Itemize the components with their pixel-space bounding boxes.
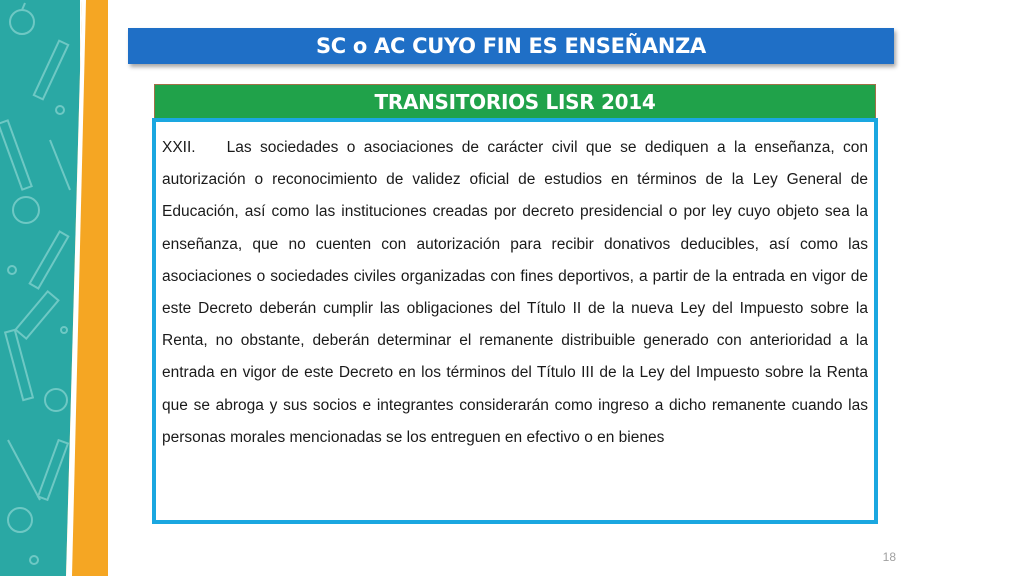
legal-text-paragraph: XXII. Las sociedades o asociaciones de carácter civil que se dediquen a la enseñanza, con autorización o reconocimiento de validez oficial de estudios en términos de la Ley General de Educación, así como las instituciones creadas por decreto presidencial o por ley cuyo objeto sea la enseñanza, que no cuenten con autorización para recibir donativos deducibles, así como las asociaciones o sociedades civiles organizadas con fines deportivos, a partir de la entrada en vigor de este Decreto deberán cumplir las obligaciones del Título II de la nueva Ley del Impuesto sobre la Renta, no obstante, deberán determinar el remanente distribuible generado con anterioridad a la entrada en vigor de este Decreto en los términos del Título III de la Ley del Impuesto sobre la Renta que se abroga y sus socios e integrantes considerarán como ingreso a dicho remanente cuando las personas morales mencionadas se los entreguen en efectivo o en bienes <box>162 139 868 446</box>
orange-accent-stripe <box>0 0 110 576</box>
section-subtitle-bar <box>154 84 876 120</box>
page-number: 18 <box>882 550 896 564</box>
slide-title: SC o AC CUYO FIN ES ENSEÑANZA <box>315 34 707 58</box>
section-subtitle: TRANSITORIOS LISR 2014 <box>374 90 656 114</box>
legal-text-box <box>152 118 878 524</box>
slide-title-bar <box>128 28 894 64</box>
